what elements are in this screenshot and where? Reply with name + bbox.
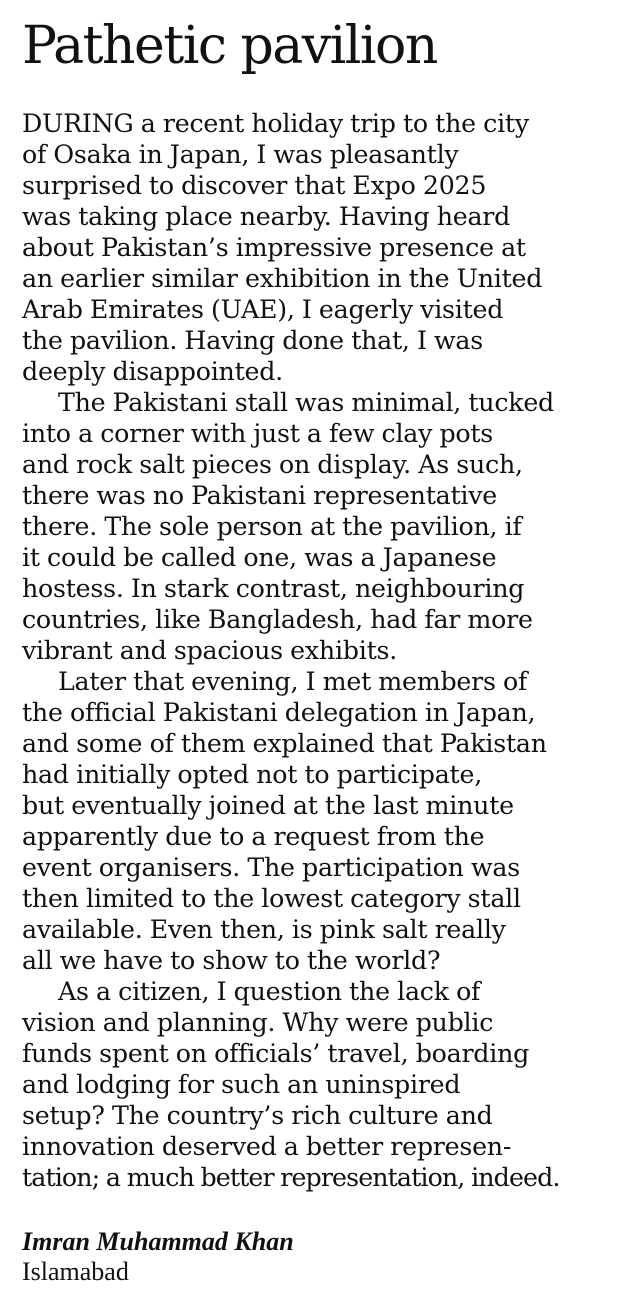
paragraph-2: [22, 387, 614, 666]
text-line: vibrant and spacious exhibits.: [22, 636, 398, 665]
text-line: countries, like Bangladesh, had far more: [22, 605, 533, 634]
paragraph-1: [22, 108, 614, 387]
text-line: apparently due to a request from the: [22, 822, 485, 851]
text-line: tation; a much better representation, indeed.: [22, 1163, 560, 1192]
text-line: hostess. In stark contrast, neighbouring: [22, 574, 525, 603]
text-line: event organisers. The participation was: [22, 853, 520, 882]
text-line: The Pakistani stall was minimal, tucked: [58, 388, 554, 417]
text-line: an earlier similar exhibition in the United: [22, 264, 543, 293]
letter-body: [22, 108, 614, 1193]
text-line: available. Even then, is pink salt really: [22, 915, 506, 944]
signature-block: [22, 1227, 614, 1287]
text-line: then limited to the lowest category stall: [22, 884, 521, 913]
text-line: was taking place nearby. Having heard: [22, 202, 511, 231]
paragraph-4: [22, 976, 614, 1193]
text-line: of Osaka in Japan, I was pleasantly: [22, 140, 459, 169]
text-line: the pavilion. Having done that, I was: [22, 326, 483, 355]
text-line: and lodging for such an uninspired: [22, 1070, 461, 1099]
text-line: innovation deserved a better represen-: [22, 1132, 512, 1161]
paragraph-3: [22, 666, 614, 976]
text-line: Arab Emirates (UAE), I eagerly visited: [22, 295, 504, 324]
text-line: all we have to show to the world?: [22, 946, 441, 975]
headline: Pathetic pavilion: [22, 16, 437, 76]
author-name: Imran Muhammad Khan: [22, 1227, 294, 1256]
author-location: Islamabad: [22, 1257, 129, 1286]
text-line: had initially opted not to participate,: [22, 760, 482, 789]
text-line: and some of them explained that Pakistan: [22, 729, 547, 758]
text-line: deeply disappointed.: [22, 357, 283, 386]
text-line: As a citizen, I question the lack of: [58, 977, 481, 1006]
text-line: there. The sole person at the pavilion, if: [22, 512, 522, 541]
text-line: the official Pakistani delegation in Japan,: [22, 698, 536, 727]
letter-article: [22, 8, 614, 1287]
text-line: funds spent on officials’ travel, boarding: [22, 1039, 530, 1068]
text-line: about Pakistan’s impressive presence at: [22, 233, 526, 262]
text-line: Later that evening, I met members of: [58, 667, 528, 696]
text-line: there was no Pakistani representative: [22, 481, 497, 510]
text-line: into a corner with just a few clay pots: [22, 419, 494, 448]
text-line: setup? The country’s rich culture and: [22, 1101, 493, 1130]
text-line: DURING a recent holiday trip to the city: [22, 109, 529, 138]
text-line: surprised to discover that Expo 2025: [22, 171, 487, 200]
text-line: but eventually joined at the last minute: [22, 791, 514, 820]
text-line: and rock salt pieces on display. As such,: [22, 450, 523, 479]
text-line: vision and planning. Why were public: [22, 1008, 494, 1037]
text-line: it could be called one, was a Japanese: [22, 543, 497, 572]
